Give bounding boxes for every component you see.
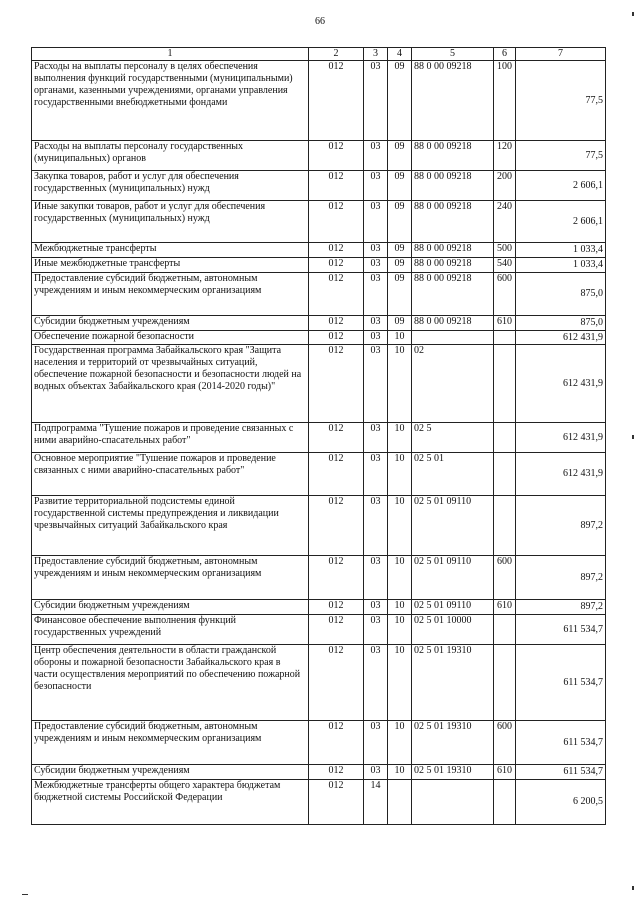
header-col-5: 5	[412, 48, 494, 61]
row-pr: 10	[388, 331, 412, 345]
table-row	[32, 600, 606, 615]
row-name: Субсидии бюджетным учреждениям	[32, 600, 309, 615]
table-row	[32, 423, 606, 453]
row-sum: 875,0	[516, 273, 606, 316]
table-row	[32, 765, 606, 780]
row-rz: 03	[364, 615, 388, 645]
row-pr: 09	[388, 171, 412, 201]
header-col-2: 2	[309, 48, 364, 61]
row-vr: 610	[494, 600, 516, 615]
row-rz: 03	[364, 765, 388, 780]
table-row	[32, 243, 606, 258]
table-row	[32, 331, 606, 345]
row-name: Предоставление субсидий бюджетным, автономным учреждениям и иным некоммерческим организациям	[32, 556, 309, 600]
header-col-3: 3	[364, 48, 388, 61]
scan-mark	[632, 435, 634, 439]
row-sum: 2 606,1	[516, 201, 606, 243]
row-name: Развитие территориальной подсистемы единой государственной системы предупреждения и ликвидации чрезвычайных ситуаций Забайкальского края	[32, 496, 309, 556]
row-vr: 600	[494, 721, 516, 765]
table-row	[32, 721, 606, 765]
row-vr	[494, 780, 516, 825]
row-csr: 02 5 01	[412, 453, 494, 496]
row-sum: 77,5	[516, 61, 606, 141]
row-vr: 540	[494, 258, 516, 273]
row-sum: 2 606,1	[516, 171, 606, 201]
row-ved: 012	[309, 316, 364, 331]
row-rz: 03	[364, 556, 388, 600]
table-row	[32, 615, 606, 645]
row-sum: 611 534,7	[516, 765, 606, 780]
row-vr	[494, 453, 516, 496]
row-rz: 03	[364, 273, 388, 316]
row-name: Расходы на выплаты персоналу государственных (муниципальных) органов	[32, 141, 309, 171]
row-name: Финансовое обеспечение выполнения функций государственных учреждений	[32, 615, 309, 645]
row-csr: 88 0 00 09218	[412, 171, 494, 201]
row-rz: 03	[364, 316, 388, 331]
row-csr: 02	[412, 345, 494, 423]
row-rz: 03	[364, 201, 388, 243]
row-rz: 03	[364, 453, 388, 496]
row-name: Предоставление субсидий бюджетным, автономным учреждениям и иным некоммерческим организациям	[32, 273, 309, 316]
header-row	[32, 48, 606, 61]
row-sum: 897,2	[516, 496, 606, 556]
row-rz: 03	[364, 141, 388, 171]
row-rz: 03	[364, 61, 388, 141]
row-ved: 012	[309, 171, 364, 201]
row-pr: 09	[388, 61, 412, 141]
row-vr: 500	[494, 243, 516, 258]
scan-mark	[632, 12, 634, 16]
row-sum: 611 534,7	[516, 615, 606, 645]
row-ved: 012	[309, 453, 364, 496]
row-ved: 012	[309, 201, 364, 243]
row-csr: 02 5 01 19310	[412, 765, 494, 780]
row-vr: 200	[494, 171, 516, 201]
row-name: Закупка товаров, работ и услуг для обеспечения государственных (муниципальных) нужд	[32, 171, 309, 201]
row-name: Субсидии бюджетным учреждениям	[32, 765, 309, 780]
row-name: Основное мероприятие "Тушение пожаров и проведение связанных с ними аварийно-спасательных работ"	[32, 453, 309, 496]
row-csr: 02 5	[412, 423, 494, 453]
row-ved: 012	[309, 721, 364, 765]
page-number: 66	[315, 16, 325, 27]
row-vr: 600	[494, 273, 516, 316]
table-row	[32, 201, 606, 243]
row-rz: 03	[364, 423, 388, 453]
row-rz: 03	[364, 600, 388, 615]
row-sum: 612 431,9	[516, 453, 606, 496]
row-ved: 012	[309, 61, 364, 141]
table-row	[32, 258, 606, 273]
table-row	[32, 556, 606, 600]
table-row	[32, 316, 606, 331]
row-csr: 88 0 00 09218	[412, 316, 494, 331]
row-sum: 6 200,5	[516, 780, 606, 825]
row-name: Иные межбюджетные трансферты	[32, 258, 309, 273]
row-rz: 03	[364, 496, 388, 556]
row-pr: 09	[388, 273, 412, 316]
row-ved: 012	[309, 645, 364, 721]
header-col-7: 7	[516, 48, 606, 61]
row-vr: 600	[494, 556, 516, 600]
row-rz: 03	[364, 171, 388, 201]
header-col-1: 1	[32, 48, 309, 61]
scan-mark	[632, 886, 634, 890]
row-name: Иные закупки товаров, работ и услуг для обеспечения государственных (муниципальных) нужд	[32, 201, 309, 243]
row-name: Государственная программа Забайкальского края "Защита населения и территорий от чрезвычайных ситуаций, обеспечение пожарной безопасности и безопасности людей на водных объектах Забайкальского края (2014-2020 годы)"	[32, 345, 309, 423]
row-pr: 10	[388, 615, 412, 645]
row-vr	[494, 423, 516, 453]
row-ved: 012	[309, 556, 364, 600]
row-csr	[412, 331, 494, 345]
row-rz: 03	[364, 258, 388, 273]
row-vr	[494, 615, 516, 645]
row-name: Расходы на выплаты персоналу в целях обеспечения выполнения функций государственными (муниципальными) органами, казенными учреждениями, органами управления государственными внебюджетными фондами	[32, 61, 309, 141]
row-csr: 02 5 01 19310	[412, 645, 494, 721]
row-csr: 88 0 00 09218	[412, 201, 494, 243]
row-sum: 612 431,9	[516, 423, 606, 453]
row-rz: 03	[364, 331, 388, 345]
row-rz: 14	[364, 780, 388, 825]
row-vr: 610	[494, 765, 516, 780]
row-sum: 77,5	[516, 141, 606, 171]
row-sum: 897,2	[516, 600, 606, 615]
row-csr: 02 5 01 09110	[412, 496, 494, 556]
table-row	[32, 345, 606, 423]
row-sum: 611 534,7	[516, 645, 606, 721]
row-ved: 012	[309, 496, 364, 556]
row-pr: 10	[388, 645, 412, 721]
row-vr: 120	[494, 141, 516, 171]
row-vr: 100	[494, 61, 516, 141]
row-ved: 012	[309, 331, 364, 345]
row-ved: 012	[309, 141, 364, 171]
header-col-4: 4	[388, 48, 412, 61]
row-vr: 610	[494, 316, 516, 331]
row-ved: 012	[309, 600, 364, 615]
row-vr: 240	[494, 201, 516, 243]
row-vr	[494, 645, 516, 721]
row-sum: 612 431,9	[516, 331, 606, 345]
row-rz: 03	[364, 345, 388, 423]
row-pr: 10	[388, 765, 412, 780]
row-rz: 03	[364, 645, 388, 721]
table-row	[32, 453, 606, 496]
table-row	[32, 645, 606, 721]
header-col-6: 6	[494, 48, 516, 61]
row-ved: 012	[309, 423, 364, 453]
row-csr: 02 5 01 09110	[412, 600, 494, 615]
table-row	[32, 273, 606, 316]
row-ved: 012	[309, 243, 364, 258]
row-pr: 09	[388, 258, 412, 273]
row-ved: 012	[309, 258, 364, 273]
row-csr: 02 5 01 09110	[412, 556, 494, 600]
row-sum: 612 431,9	[516, 345, 606, 423]
row-csr: 88 0 00 09218	[412, 273, 494, 316]
row-ved: 012	[309, 765, 364, 780]
row-name: Межбюджетные трансферты	[32, 243, 309, 258]
row-vr	[494, 331, 516, 345]
row-pr: 09	[388, 316, 412, 331]
table-row	[32, 780, 606, 825]
row-csr: 02 5 01 10000	[412, 615, 494, 645]
row-vr	[494, 496, 516, 556]
row-name: Предоставление субсидий бюджетным, автономным учреждениям и иным некоммерческим организациям	[32, 721, 309, 765]
row-pr: 10	[388, 423, 412, 453]
row-pr: 10	[388, 600, 412, 615]
scan-mark	[22, 894, 28, 895]
row-name: Межбюджетные трансферты общего характера бюджетам бюджетной системы Российской Федерации	[32, 780, 309, 825]
row-ved: 012	[309, 780, 364, 825]
row-pr: 10	[388, 453, 412, 496]
row-csr: 88 0 00 09218	[412, 243, 494, 258]
row-rz: 03	[364, 243, 388, 258]
row-pr: 10	[388, 556, 412, 600]
row-pr: 10	[388, 721, 412, 765]
row-sum: 611 534,7	[516, 721, 606, 765]
row-pr	[388, 780, 412, 825]
row-name: Подпрограмма "Тушение пожаров и проведение связанных с ними аварийно-спасательных работ"	[32, 423, 309, 453]
row-ved: 012	[309, 273, 364, 316]
row-pr: 09	[388, 141, 412, 171]
row-rz: 03	[364, 721, 388, 765]
row-name: Субсидии бюджетным учреждениям	[32, 316, 309, 331]
table-row	[32, 171, 606, 201]
row-csr	[412, 780, 494, 825]
row-sum: 897,2	[516, 556, 606, 600]
row-pr: 09	[388, 243, 412, 258]
row-ved: 012	[309, 345, 364, 423]
row-csr: 88 0 00 09218	[412, 61, 494, 141]
row-csr: 02 5 01 19310	[412, 721, 494, 765]
row-name: Центр обеспечения деятельности в области гражданской обороны и пожарной безопасности Забайкальского края в части осуществления мероприятий по обеспечению пожарной безопасности	[32, 645, 309, 721]
row-vr	[494, 345, 516, 423]
table-row	[32, 141, 606, 171]
budget-table	[31, 47, 606, 825]
table-row	[32, 496, 606, 556]
row-ved: 012	[309, 615, 364, 645]
row-sum: 1 033,4	[516, 258, 606, 273]
row-sum: 1 033,4	[516, 243, 606, 258]
row-sum: 875,0	[516, 316, 606, 331]
row-csr: 88 0 00 09218	[412, 258, 494, 273]
row-pr: 10	[388, 496, 412, 556]
row-name: Обеспечение пожарной безопасности	[32, 331, 309, 345]
row-pr: 09	[388, 201, 412, 243]
row-pr: 10	[388, 345, 412, 423]
table-row	[32, 61, 606, 141]
row-csr: 88 0 00 09218	[412, 141, 494, 171]
